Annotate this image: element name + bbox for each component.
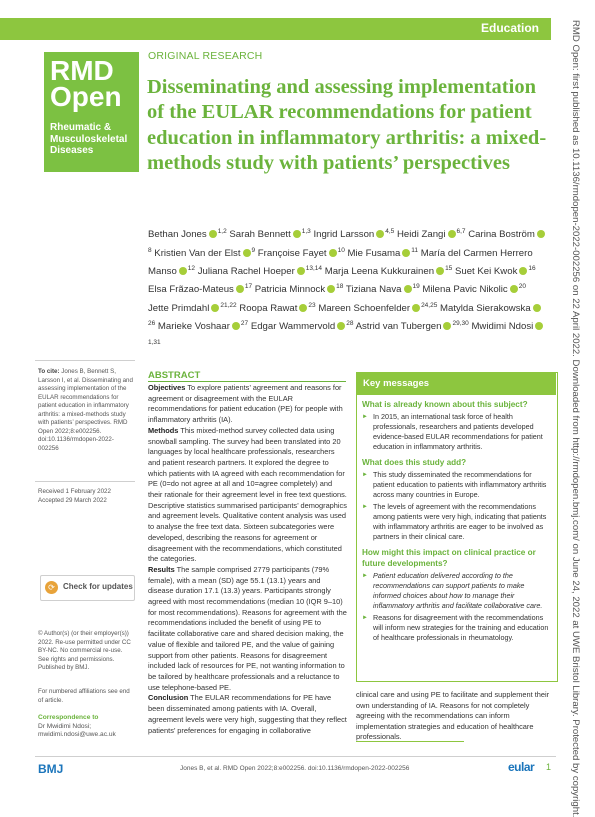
author-name: Heidi Zangi [396,229,446,241]
orcid-icon[interactable] [448,230,456,238]
methods-label: Methods [148,425,179,435]
author-name: Astrid van Tubergen [355,321,442,333]
author-affiliation: 16 [528,264,536,272]
bmj-logo: BMJ [38,762,64,776]
author-affiliation: 8 [148,246,152,254]
copyright-note: © Author(s) (or their employer(s)) 2022. Re-use permitted under CC BY-NC. No commercial re-use. See rights and permissions. Published by BMJ. [38,630,131,671]
author [422,284,526,295]
author [154,248,255,259]
author-name: Sarah Bennett [229,229,291,241]
author-affiliation: 18 [336,283,344,291]
check-for-updates-button[interactable] [40,575,135,601]
orcid-icon[interactable] [510,285,518,293]
author-name: Bethan Jones [148,229,207,241]
author-affiliation: 17 [244,283,253,291]
key-question-1: What is already known about this subject? [362,400,528,409]
abstract-divider [148,381,346,382]
author [148,303,237,314]
author-name: Tiziana Nava [345,284,402,296]
author-affiliation: 21,22 [220,301,237,309]
author [397,229,466,240]
author [158,321,248,332]
author-name: Kristien Van der Elst [154,247,241,259]
author-name: Carina Boström [468,229,535,241]
page-number: 1 [546,762,552,772]
check-updates-label: Check for updates [63,582,133,591]
footer-divider [35,756,556,757]
cite-text: Jones B, Bennett S, Larsson I, et al. Disseminating and assessing implementation of the EULAR recommendations for patient education in inflammatory arthritis: a mixed-methods study with patients’ perspectives. RMD Open 2022;8:e002256. doi:10.1136/rmdopen-2022-002256 [38,368,133,452]
author [258,248,345,259]
objectives-label: Objectives [148,383,186,392]
abstract-heading: ABSTRACT [148,370,201,381]
orcid-icon[interactable] [232,322,240,330]
journal-logo [44,52,139,172]
continuation-divider [356,741,464,742]
orcid-icon[interactable] [535,322,543,330]
author-name: Roopa Rawat [239,302,298,314]
abstract-body [148,383,348,736]
key-messages-body [362,399,550,643]
author-list [148,224,548,353]
correspondence [38,714,133,740]
author [348,248,419,259]
author [251,321,354,332]
orcid-icon[interactable] [402,249,410,257]
key-bullet: ► Patient education delivered according to the recommendations can support patients to make informed choices about how to manage their inflammatory arthritis and facilitate collaborative care. [362,571,550,611]
cite-label: To cite: [38,368,60,375]
author-name: Ingrid Larsson [313,229,375,241]
orcid-icon[interactable] [436,267,444,275]
conclusion-text: The EULAR recommendations for PE have been disseminated among patients with IA. Overall, agreement levels were very high, suggesting that they reflect patients’ preferences for engaging in collaborative [148,693,347,735]
author [148,284,252,295]
article-type: ORIGINAL RESEARCH [148,50,263,62]
author-name: Elsa Frãzao-Mateus [148,284,234,296]
author-name: Juliana Rachel Hoeper [197,265,295,277]
citation-block [38,368,133,453]
orcid-icon[interactable] [243,249,251,257]
orcid-icon[interactable] [519,267,527,275]
author-name: Matylda Sierakowska [440,302,531,314]
author-affiliation: 1,2 [217,228,227,235]
author-affiliation: 6,7 [456,228,466,235]
refresh-icon: ⟳ [45,581,58,594]
orcid-icon[interactable] [293,230,301,238]
abstract-continuation: clinical care and using PE to facilitate and supplement their own understanding of IA. Reasons for not completely agreeing with the recommendations can inform implementation strategies and education of healthcare professionals. [356,690,550,742]
author-affiliation: 24,25 [421,301,438,309]
author-affiliation: 1,31 [148,338,161,346]
correspondence-email[interactable]: mwidimi.ndosi@uwe.ac.uk [38,731,116,738]
conclusion-label: Conclusion [148,693,189,703]
author-name: Marja Leena Kukkurainen [324,265,435,277]
results-label: Results [148,564,175,574]
author [148,229,227,240]
author [313,229,394,240]
accepted-date: Accepted 29 March 2022 [38,496,107,504]
author-name: Milena Pavic Nikolic [422,284,508,296]
author [229,229,310,240]
author-affiliation: 12 [187,264,196,272]
orcid-icon[interactable] [412,304,420,312]
author-affiliation: 27 [240,319,249,327]
sidebar-divider [35,481,135,482]
logo-sub1: Rheumatic & [50,122,112,133]
article-title: Disseminating and assessing implementation of the EULAR recommendations for patient education in inflammatory arthritis: a mixed-methods study with patients’ perspectives [147,76,547,174]
logo-sub2: Musculoskeletal [50,133,128,145]
orcid-icon[interactable] [327,285,335,293]
author-name: Mareen Schoenfelder [318,302,411,314]
orcid-icon[interactable] [209,230,217,238]
vertical-download-note [565,20,583,817]
author-name: Marieke Voshaar [157,321,230,333]
dates-block [38,488,133,505]
section-bar [0,18,551,40]
key-bullet: ► In 2015, an international task force of health professionals, researchers and patients developed evidence-based EULAR recommendations for patient education in inflammatory arthritis. [362,412,550,452]
logo-sub3: Diseases [50,145,94,156]
author-affiliation: 11 [411,246,419,254]
author-affiliation: 20 [518,283,526,291]
author-affiliation: 28 [346,319,354,327]
objectives-text: To explore patients’ agreement and reasons for agreement or disagreement with the EULAR recommendations for patient education (PE) for people with inflammatory arthritis (IA). [148,383,343,425]
author-name: Suet Kei Kwok [454,265,518,277]
orcid-icon[interactable] [236,285,244,293]
orcid-icon[interactable] [337,322,345,330]
author-affiliation: 15 [445,264,453,272]
orcid-icon[interactable] [376,230,384,238]
author-name: Edgar Wammervold [250,321,336,333]
section-label: Education [480,21,539,35]
author [255,284,344,295]
author-affiliation: 19 [412,283,420,291]
key-question-3: How might this impact on clinical practice or future developments? [362,548,536,568]
sidebar-divider [35,360,135,361]
author [346,284,420,295]
logo-line1: RMD [50,55,114,86]
author-affiliation: 26 [148,319,156,327]
orcid-icon[interactable] [533,304,541,312]
orcid-icon[interactable] [211,304,219,312]
orcid-icon[interactable] [297,267,305,275]
key-question-2: What does this study add? [362,458,467,467]
author-name: Jette Primdahl [148,302,210,314]
orcid-icon[interactable] [179,267,187,275]
key-bullet: ► The levels of agreement with the recommendations among patients were very high, indicating that patients with inflammatory arthritis are eager to be involved as partners in their clinical care. [362,502,550,542]
author-affiliation: 29,30 [452,319,469,327]
orcid-icon[interactable] [443,322,451,330]
correspondence-heading: Correspondence to [38,714,99,721]
author [356,321,469,332]
author-affiliation: 10 [337,246,345,254]
key-messages-heading: Key messages [357,373,556,395]
author-affiliation: 23 [308,301,316,309]
author-name: Patricia Minnock [254,284,326,296]
key-bullet: ► This study disseminated the recommendations for patient education to patients with inflammatory arthritis across many countries in Europe. [362,470,550,500]
author [455,266,536,277]
methods-text: This mixed-method survey collected data using snowball sampling. The survey had been translated into 20 languages by local healthcare professionals, researchers and patient research partners. It explored the degree to which patients with IA agreed with each recommendation for PE (0=do not agree at all and 10=agree completely) and their rationale for their agreement level in free text questions. Descriptive statistics summarised participants’ demographics and agreement levels. Qualitative content analysis was used to analyse the free text data. Sixteen subcategories were developed, describing the reasons for agreement or disagreement with the recommendations, which constituted the categories. [148,425,347,564]
author-affiliation: 9 [251,246,256,254]
author-name: Mwidimi Ndosi [471,321,534,333]
author [198,266,322,277]
affiliations-note: For numbered affiliations see end of article. [38,688,130,704]
author-name: María del Carmen Herrero Manso [148,247,533,277]
orcid-icon[interactable] [404,285,412,293]
author-affiliation: 4,5 [385,228,395,235]
results-text: The sample comprised 2779 participants (79% female), with a mean (SD) age 55.1 (13.1) years and disease duration 17.1 (13.3) years. Participants strongly agreed with most recommendations (median 10 (IQR 9–10) for most recommendations). Reasons for agreement with the recommendations included the benefit of using PE to facilitate collaborative care and shared decision making, the value of flexible and tailored PE, and the value of gaining support from other patients. Reasons for disagreement included lack of resources for PE, not wanting information to be tailored by healthcare professionals and a reluctance to use telephone-based PE. [148,564,347,692]
author [239,303,315,314]
author-affiliation: 1,3 [301,228,311,235]
orcid-icon[interactable] [299,304,307,312]
footer-citation: Jones B, et al. RMD Open 2022;8:e002256. doi:10.1136/rmdopen-2022-002256 [180,765,410,772]
author [325,266,453,277]
orcid-icon[interactable] [537,230,545,238]
author-name: Françoise Fayet [257,247,327,259]
correspondence-name: Dr Mwidimi Ndosi; [38,722,92,730]
logo-line2: Open [50,81,122,112]
author-affiliation: 13,14 [305,264,323,272]
received-date: Received 1 February 2022 [38,488,111,495]
author [318,303,437,314]
author-name: Mie Fusama [347,247,401,259]
vertical-note-text: RMD Open: first published as 10.1136/rmdopen-2022-002256 on 22 April 2022. Downloaded from http://rmdopen.bmj.com/ on June 24, 2022 at UWE Bristol Library. Protected by copyright. [570,20,581,817]
eular-logo: eular [508,760,535,774]
key-bullet: ► Reasons for disagreement with the recommendations will inform new strategies for the training and education of healthcare professionals in rheumatology. [362,613,550,643]
orcid-icon[interactable] [329,249,337,257]
